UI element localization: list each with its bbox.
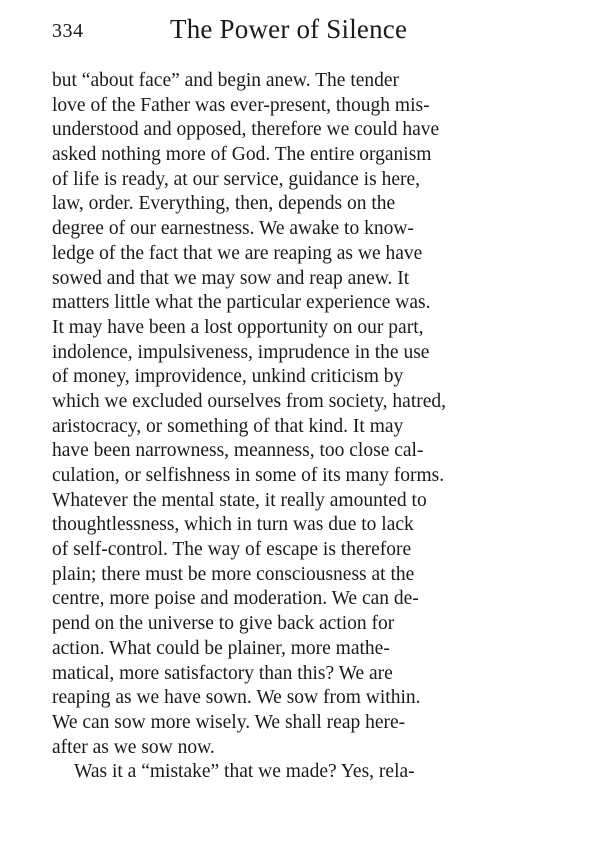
text-line: It may have been a lost opportunity on our part, <box>52 316 424 338</box>
text-line: centre, more poise and moderation. We can de- <box>52 588 419 610</box>
text-line: ledge of the fact that we are reaping as we have <box>52 242 423 264</box>
text-line: plain; there must be more consciousness at the <box>52 563 415 585</box>
text-line: indolence, impulsiveness, imprudence in the use <box>52 341 430 363</box>
paragraph-1 <box>52 69 526 760</box>
text-line: asked nothing more of God. The entire organism <box>52 144 432 166</box>
body-text <box>52 69 526 785</box>
text-line: love of the Father was ever-present, though mis- <box>52 94 430 116</box>
text-line: Was it a “mistake” that we made? Yes, rela- <box>74 761 415 783</box>
text-line: after as we sow now. <box>52 736 215 758</box>
text-line: reaping as we have sown. We sow from within. <box>52 687 421 709</box>
text-line: sowed and that we may sow and reap anew. It <box>52 267 410 289</box>
text-line: of self-control. The way of escape is therefore <box>52 539 412 561</box>
running-title: The Power of Silence <box>170 14 408 44</box>
text-line: of life is ready, at our service, guidance is here, <box>52 168 420 190</box>
text-line: understood and opposed, therefore we could have <box>52 119 440 141</box>
text-line: aristocracy, or something of that kind. It may <box>52 415 404 437</box>
text-line: have been narrowness, meanness, too close cal- <box>52 440 424 462</box>
text-line: of money, improvidence, unkind criticism by <box>52 366 404 388</box>
text-line: law, order. Everything, then, depends on the <box>52 193 396 215</box>
text-line: action. What could be plainer, more mathe- <box>52 637 390 659</box>
text-line: matters little what the particular experience was. <box>52 292 431 314</box>
text-line: but “about face” and begin anew. The tender <box>52 70 400 91</box>
text-line: matical, more satisfactory than this? We are <box>52 662 393 684</box>
page-number: 334 <box>52 20 84 42</box>
text-line: thoughtlessness, which in turn was due to lack <box>52 514 414 536</box>
text-line: Whatever the mental state, it really amounted to <box>52 489 427 511</box>
text-line: degree of our earnestness. We awake to know- <box>52 218 414 240</box>
text-line: We can sow more wisely. We shall reap here- <box>52 711 406 733</box>
text-line: pend on the universe to give back action for <box>52 613 395 635</box>
page-header <box>52 14 532 44</box>
text-line: which we excluded ourselves from society, hatred, <box>52 390 447 412</box>
text-line: culation, or selfishness in some of its many forms. <box>52 465 445 486</box>
paragraph-2 <box>52 760 526 785</box>
